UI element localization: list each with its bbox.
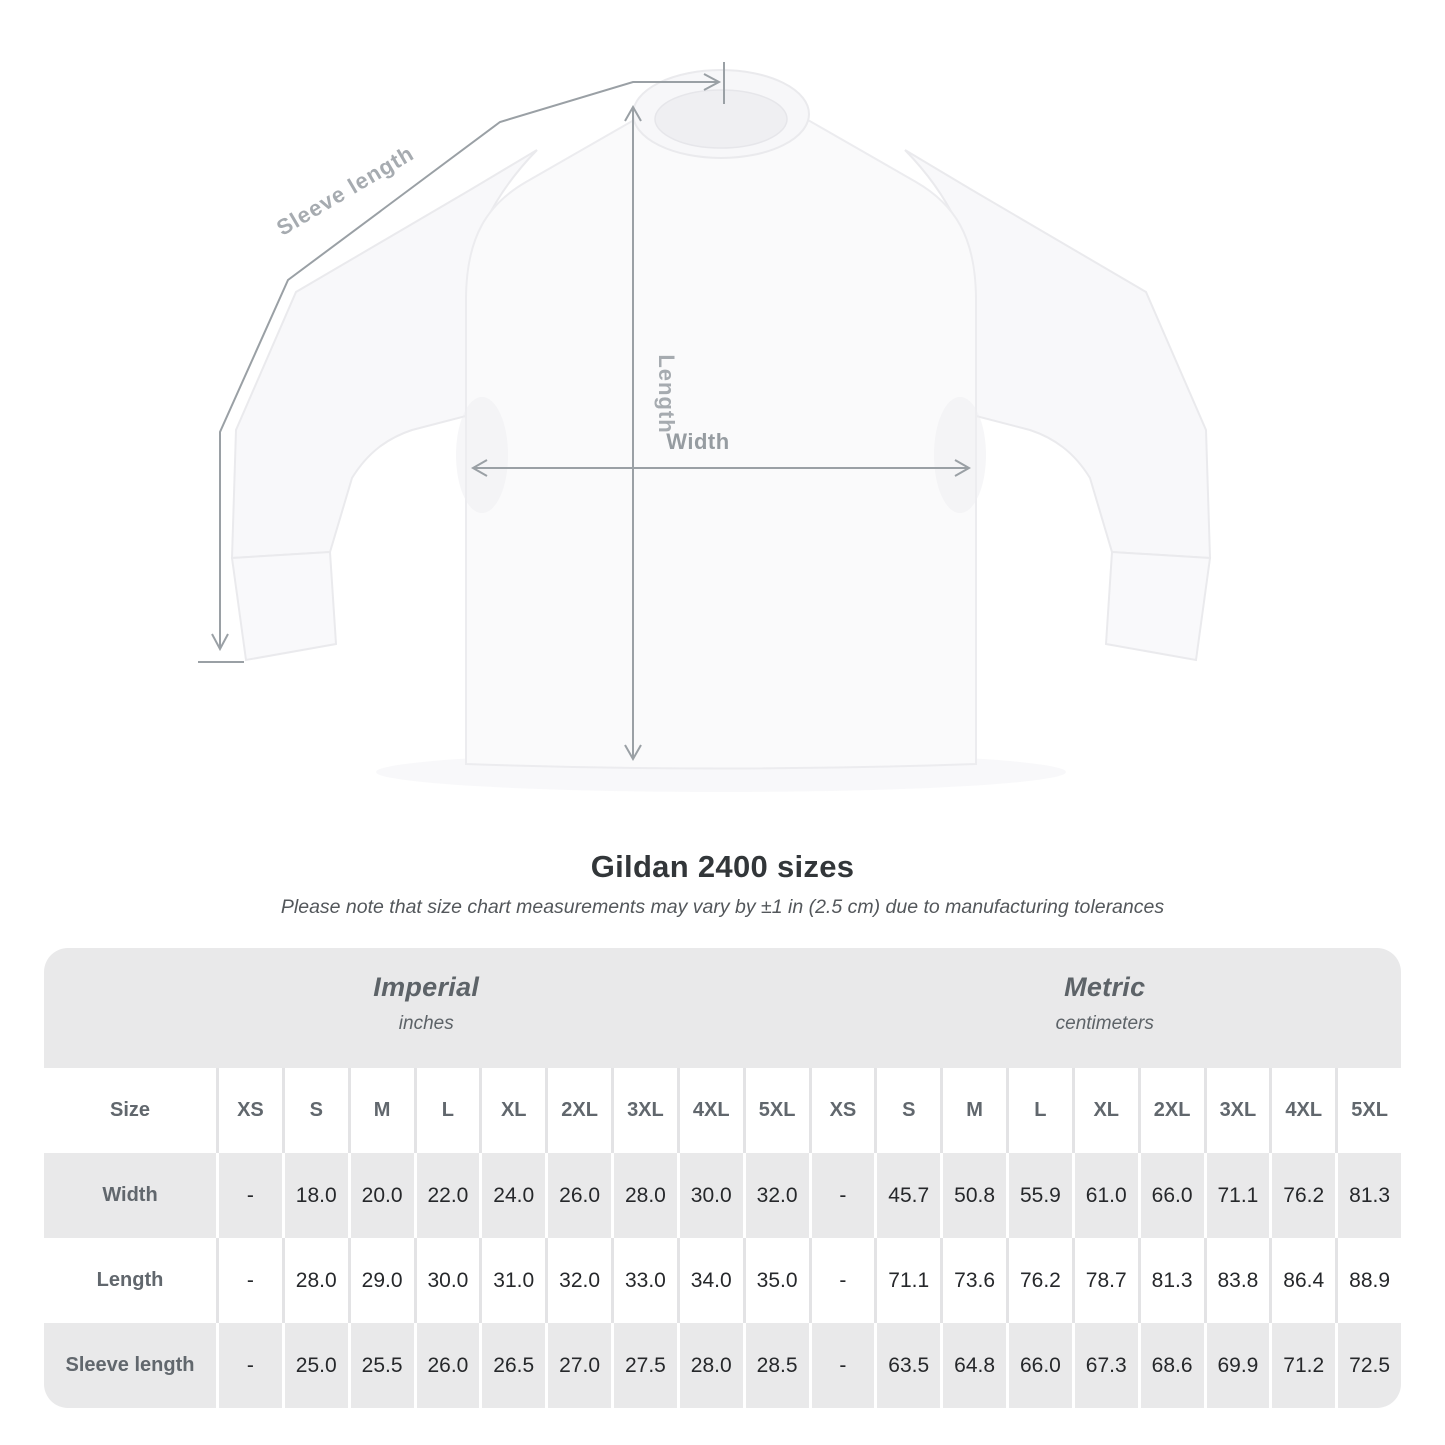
- value-metric-sleeve-length-s: 63.5: [874, 1323, 940, 1408]
- value-metric-width-xs: -: [809, 1153, 875, 1238]
- size-header-imperial-s: S: [282, 1068, 348, 1153]
- size-header-metric-4xl: 4XL: [1269, 1068, 1335, 1153]
- value-metric-width-l: 55.9: [1006, 1153, 1072, 1238]
- value-imperial-length-4xl: 34.0: [677, 1238, 743, 1323]
- collar-opening: [655, 90, 787, 148]
- size-header-metric-l: L: [1006, 1068, 1072, 1153]
- value-metric-length-xl: 78.7: [1072, 1238, 1138, 1323]
- value-imperial-width-s: 18.0: [282, 1153, 348, 1238]
- size-table: [44, 948, 1401, 1408]
- value-imperial-width-4xl: 30.0: [677, 1153, 743, 1238]
- value-metric-length-s: 71.1: [874, 1238, 940, 1323]
- value-metric-width-m: 50.8: [940, 1153, 1006, 1238]
- value-imperial-length-5xl: 35.0: [743, 1238, 809, 1323]
- value-imperial-sleeve-length-3xl: 27.5: [611, 1323, 677, 1408]
- value-metric-sleeve-length-4xl: 71.2: [1269, 1323, 1335, 1408]
- size-header-metric-s: S: [874, 1068, 940, 1153]
- value-metric-width-2xl: 66.0: [1138, 1153, 1204, 1238]
- size-header-metric-xs: XS: [809, 1068, 875, 1153]
- size-header-imperial-xs: XS: [216, 1068, 282, 1153]
- imperial-title: Imperial: [373, 972, 480, 1002]
- size-header-metric-3xl: 3XL: [1204, 1068, 1270, 1153]
- value-metric-length-5xl: 88.9: [1335, 1238, 1401, 1323]
- value-imperial-length-2xl: 32.0: [545, 1238, 611, 1323]
- value-metric-length-3xl: 83.8: [1204, 1238, 1270, 1323]
- value-metric-length-2xl: 81.3: [1138, 1238, 1204, 1323]
- row-label-width: Width: [44, 1153, 216, 1238]
- value-metric-length-l: 76.2: [1006, 1238, 1072, 1323]
- value-imperial-sleeve-length-xs: -: [216, 1323, 282, 1408]
- value-imperial-width-5xl: 32.0: [743, 1153, 809, 1238]
- size-header-imperial-l: L: [414, 1068, 480, 1153]
- metric-unit: centimeters: [1055, 1013, 1154, 1034]
- value-imperial-width-2xl: 26.0: [545, 1153, 611, 1238]
- imperial-unit: inches: [398, 1013, 454, 1034]
- size-header-imperial-m: M: [348, 1068, 414, 1153]
- value-metric-width-5xl: 81.3: [1335, 1153, 1401, 1238]
- row-label-sleeve-length: Sleeve length: [44, 1323, 216, 1408]
- value-imperial-sleeve-length-m: 25.5: [348, 1323, 414, 1408]
- metric-header: [809, 948, 1402, 1068]
- right-cuff: [1106, 552, 1210, 660]
- value-metric-width-s: 45.7: [874, 1153, 940, 1238]
- value-imperial-length-xl: 31.0: [479, 1238, 545, 1323]
- value-imperial-width-xl: 24.0: [479, 1153, 545, 1238]
- value-metric-sleeve-length-5xl: 72.5: [1335, 1323, 1401, 1408]
- value-imperial-sleeve-length-4xl: 28.0: [677, 1323, 743, 1408]
- right-armpit-shade: [934, 397, 986, 513]
- value-imperial-sleeve-length-5xl: 28.5: [743, 1323, 809, 1408]
- value-imperial-width-l: 22.0: [414, 1153, 480, 1238]
- value-imperial-length-l: 30.0: [414, 1238, 480, 1323]
- imperial-header: [44, 948, 809, 1068]
- value-metric-width-3xl: 71.1: [1204, 1153, 1270, 1238]
- value-metric-sleeve-length-xl: 67.3: [1072, 1323, 1138, 1408]
- value-metric-width-4xl: 76.2: [1269, 1153, 1335, 1238]
- page-subtitle: Please note that size chart measurements may vary by ±1 in (2.5 cm) due to manufacturing tolerances: [280, 896, 1165, 918]
- value-metric-sleeve-length-m: 64.8: [940, 1323, 1006, 1408]
- value-metric-width-xl: 61.0: [1072, 1153, 1138, 1238]
- value-metric-length-m: 73.6: [940, 1238, 1006, 1323]
- value-metric-length-xs: -: [809, 1238, 875, 1323]
- size-header-imperial-3xl: 3XL: [611, 1068, 677, 1153]
- size-header-imperial-2xl: 2XL: [545, 1068, 611, 1153]
- size-header-metric-5xl: 5XL: [1335, 1068, 1401, 1153]
- length-label: Length: [654, 354, 679, 434]
- value-metric-sleeve-length-l: 66.0: [1006, 1323, 1072, 1408]
- size-header-metric-m: M: [940, 1068, 1006, 1153]
- value-imperial-sleeve-length-s: 25.0: [282, 1323, 348, 1408]
- size-header-metric-xl: XL: [1072, 1068, 1138, 1153]
- value-imperial-length-s: 28.0: [282, 1238, 348, 1323]
- value-metric-length-4xl: 86.4: [1269, 1238, 1335, 1323]
- value-metric-sleeve-length-3xl: 69.9: [1204, 1323, 1270, 1408]
- value-imperial-sleeve-length-2xl: 27.0: [545, 1323, 611, 1408]
- value-imperial-sleeve-length-xl: 26.5: [479, 1323, 545, 1408]
- value-imperial-length-m: 29.0: [348, 1238, 414, 1323]
- size-header-imperial-5xl: 5XL: [743, 1068, 809, 1153]
- heading-block: [0, 849, 1445, 919]
- size-header-imperial-xl: XL: [479, 1068, 545, 1153]
- sleeve-length-label: Sleeve length: [272, 140, 419, 241]
- row-label-length: Length: [96, 1269, 164, 1291]
- value-imperial-width-xs: -: [216, 1153, 282, 1238]
- size-column-label: Size: [109, 1099, 151, 1121]
- width-label: Width: [666, 429, 730, 454]
- value-imperial-width-m: 20.0: [348, 1153, 414, 1238]
- left-cuff: [232, 552, 336, 660]
- size-header-imperial-4xl: 4XL: [677, 1068, 743, 1153]
- value-metric-sleeve-length-2xl: 68.6: [1138, 1323, 1204, 1408]
- metric-title: Metric: [1064, 972, 1146, 1002]
- size-header-metric-2xl: 2XL: [1138, 1068, 1204, 1153]
- value-imperial-length-xs: -: [216, 1238, 282, 1323]
- value-imperial-length-3xl: 33.0: [611, 1238, 677, 1323]
- value-imperial-sleeve-length-l: 26.0: [414, 1323, 480, 1408]
- left-armpit-shade: [456, 397, 508, 513]
- value-metric-sleeve-length-xs: -: [809, 1323, 875, 1408]
- value-imperial-width-3xl: 28.0: [611, 1153, 677, 1238]
- page-title: Gildan 2400 sizes: [590, 849, 855, 884]
